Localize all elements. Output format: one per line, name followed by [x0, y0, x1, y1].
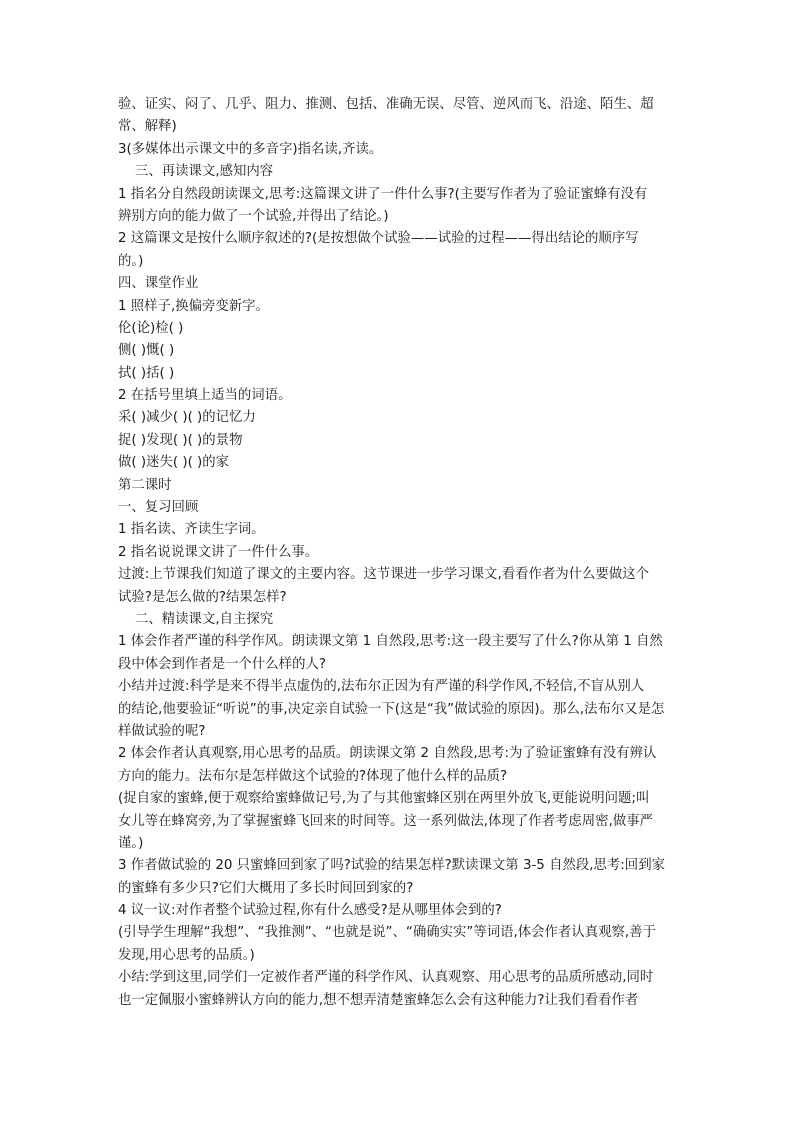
text-line: 谨。) [118, 835, 144, 851]
text-line: 常、解释) [118, 119, 177, 135]
text-line: 2 这篇课文是按什么顺序叙述的?(是按想做个试验——试验的过程——得出结论的顺序写 [118, 231, 639, 247]
section-heading: 一、复习回顾 [118, 500, 199, 516]
exercise-line: 拭( )括( ) [118, 365, 175, 381]
text-line: (捉自家的蜜蜂,便于观察给蜜蜂做记号,为了与其他蜜蜂区别在两里外放飞,更能说明问题;叫 [118, 791, 650, 807]
section-heading: 四、课堂作业 [118, 276, 199, 292]
text-line: 1 照样子,换偏旁变新字。 [118, 298, 269, 314]
text-line: 的结论,他要验证“听说”的事,决定亲自试验一下(这是“我”做试验的原因)。那么,法布尔又是怎 [118, 701, 665, 717]
lesson-heading: 第二课时 [118, 477, 172, 493]
text-line: 2 指名说说课文讲了一件什么事。 [118, 544, 319, 560]
text-line: 样做试验的呢? [118, 723, 206, 739]
text-line: 1 指名读、齐读生字词。 [118, 522, 265, 538]
exercise-line: 采( )减少( )( )的记忆力 [118, 410, 256, 426]
text-line: 试验?是怎么做的?结果怎样? [118, 589, 287, 605]
exercise-line: 侧( )慨( ) [118, 343, 175, 359]
text-line: 3 作者做试验的 20 只蜜蜂回到家了吗?试验的结果怎样?默读课文第 3-5 自然段,思考:回到家 [118, 858, 665, 874]
text-line: 辨别方向的能力做了一个试验,并得出了结论。) [118, 208, 389, 224]
text-line: 1 体会作者严谨的科学作风。朗读课文第 1 自然段,思考:这一段主要写了什么?你从第 1 自然 [118, 634, 663, 650]
exercise-line: 做( )迷失( )( )的家 [118, 455, 230, 471]
text-line: 1 指名分自然段朗读课文,思考:这篇课文讲了一件什么事?(主要写作者为了验证蜜蜂有没有 [118, 186, 648, 202]
section-heading: 二、精读课文,自主探究 [135, 611, 274, 627]
text-line: 方向的能力。法布尔是怎样做这个试验的?体现了他什么样的品质? [118, 768, 508, 784]
text-line: 3(多媒体出示课文中的多音字)指名读,齐读。 [118, 141, 383, 157]
text-line: 段中体会到作者是一个什么样的人? [118, 656, 326, 672]
text-line: 过渡:上节课我们知道了课文的主要内容。这节课进一步学习课文,看看作者为什么要做这个 [118, 567, 649, 583]
section-heading: 三、再读课文,感知内容 [135, 164, 274, 180]
text-line: 小结并过渡:科学是来不得半点虚伪的,法布尔正因为有严谨的科学作风,不轻信,不盲从别人 [118, 679, 645, 695]
exercise-line: 伦(论)检( ) [118, 320, 184, 336]
text-line: 小结:学到这里,同学们一定被作者严谨的科学作风、认真观察、用心思考的品质所感动,同时 [118, 970, 654, 986]
text-line: 女儿等在蜂窝旁,为了掌握蜜蜂飞回来的时间等。这一系列做法,体现了作者考虑周密,做事严 [118, 813, 654, 829]
text-line: 的。) [118, 253, 144, 269]
exercise-line: 捉( )发现( )( )的景物 [118, 432, 243, 448]
document-page [118, 94, 680, 1012]
text-line: 验、证实、闷了、几乎、阻力、推测、包括、准确无误、尽管、逆风而飞、沿途、陌生、超 [118, 97, 654, 112]
text-line: 发现,用心思考的品质。) [118, 947, 255, 963]
text-line: 的蜜蜂有多少只?它们大概用了多长时间回到家的? [118, 880, 414, 896]
text-line: 也一定佩服小蜜蜂辨认方向的能力,想不想弄清楚蜜蜂怎么会有这种能力?让我们看看作者 [118, 992, 639, 1008]
text-line: (引导学生理解“我想”、“我推测”、“也就是说”、“确确实实”等词语,体会作者认真观察,善于 [118, 925, 656, 941]
text-line: 4 议一议:对作者整个试验过程,你有什么感受?是从哪里体会到的? [118, 903, 502, 919]
text-line: 2 体会作者认真观察,用心思考的品质。朗读课文第 2 自然段,思考:为了验证蜜蜂有没有辨认 [118, 746, 657, 762]
text-line: 2 在括号里填上适当的词语。 [118, 388, 292, 404]
